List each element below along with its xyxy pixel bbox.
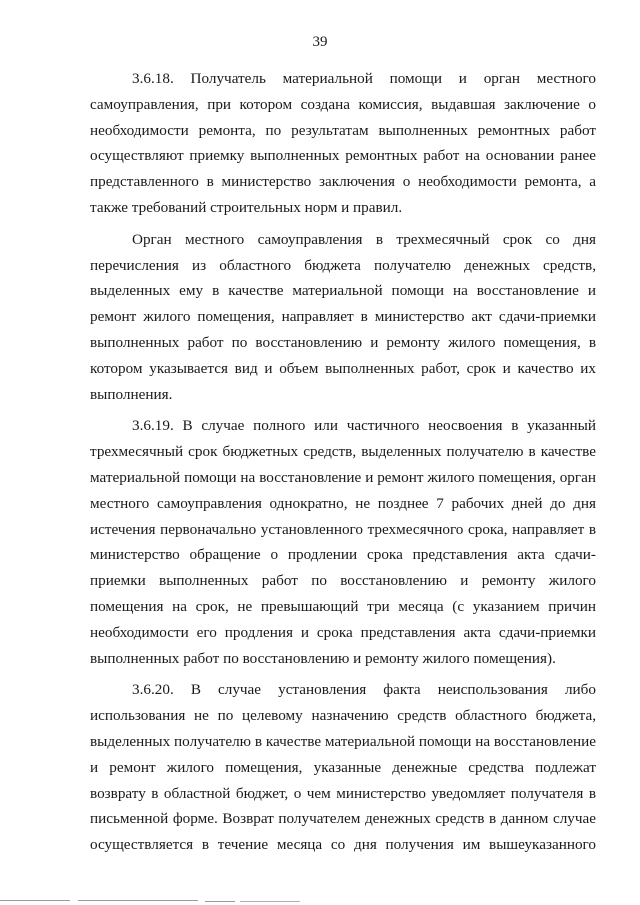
text-line: самоуправления, при котором создана комиссия, выдавшая заключение о (90, 95, 596, 113)
text-line: местного самоуправления однократно, не позднее 7 рабочих дней до дня (90, 494, 596, 512)
text-line: выполнения. (90, 385, 173, 403)
text-line: трехмесячный срок бюджетных средств, выделенных получателю в качестве (90, 443, 596, 461)
text-line: 3.6.19. В случае полного или частичного неосвоения в указанный (132, 417, 596, 435)
text-line: использования не по целевому назначению средств областного бюджета, (90, 707, 596, 725)
text-line: письменной форме. Возврат получателем денежных средств в данном случае (90, 810, 596, 828)
text-line: возврату в областной бюджет, о чем министерство уведомляет получателя в (90, 784, 596, 802)
scan-bottom-edge (0, 895, 640, 905)
text-line: ремонт жилого помещения, направляет в министерство акт сдачи-приемки (90, 308, 596, 326)
text-line: истечения первоначально установленного трехмесячного срока, направляет в (90, 520, 596, 538)
text-line: необходимости ремонта, по результатам выполненных ремонтных работ (90, 121, 596, 139)
document-body (90, 66, 596, 864)
text-line: помещения на срок, не превышающий три месяца (с указанием причин (90, 597, 596, 615)
text-line: представленного в министерство заключения о необходимости ремонта, а (90, 173, 596, 191)
paragraph-3-6-20 (90, 677, 596, 858)
text-line: и ремонт жилого помещения, указанные денежные средства подлежат (90, 758, 596, 776)
text-line: 3.6.20. В случае установления факта неиспользования либо (132, 681, 596, 699)
text-line: перечисления из областного бюджета получателю денежных средств, (90, 256, 596, 274)
text-line: выделенных ему в качестве материальной помощи на восстановление и (90, 282, 596, 300)
text-line: выделенных получателю в качестве материальной помощи на восстановление (90, 732, 596, 750)
page-number: 39 (312, 34, 328, 50)
text-line: осуществляют приемку выполненных ремонтных работ на основании ранее (90, 147, 596, 165)
text-line: материальной помощи на восстановление и ремонт жилого помещения, орган (90, 468, 596, 486)
text-line: осуществляется в течение месяца со дня получения им вышеуказанного (90, 836, 596, 854)
text-line: Орган местного самоуправления в трехмесячный срок со дня (132, 230, 596, 248)
text-line: выполненных работ по восстановлению и ремонту жилого помещения, в (90, 333, 596, 351)
text-line: приемки выполненных работ по восстановлению и ремонту жилого (90, 572, 596, 590)
text-line: 3.6.18. Получатель материальной помощи и орган местного (132, 70, 596, 87)
paragraph-3-6-18 (90, 66, 596, 221)
text-line: министерство обращение о продлении срока представления акта сдачи- (90, 546, 596, 564)
text-line: необходимости его продления и срока представления акта сдачи-приемки (90, 623, 596, 641)
text-line: выполненных работ по восстановлению и ремонту жилого помещения). (90, 649, 556, 667)
paragraph-organ-acceptance (90, 227, 596, 408)
text-line: также требований строительных норм и правил. (90, 198, 403, 216)
paragraph-3-6-19 (90, 413, 596, 671)
text-line: котором указывается вид и объем выполненных работ, срок и качество их (90, 359, 596, 377)
